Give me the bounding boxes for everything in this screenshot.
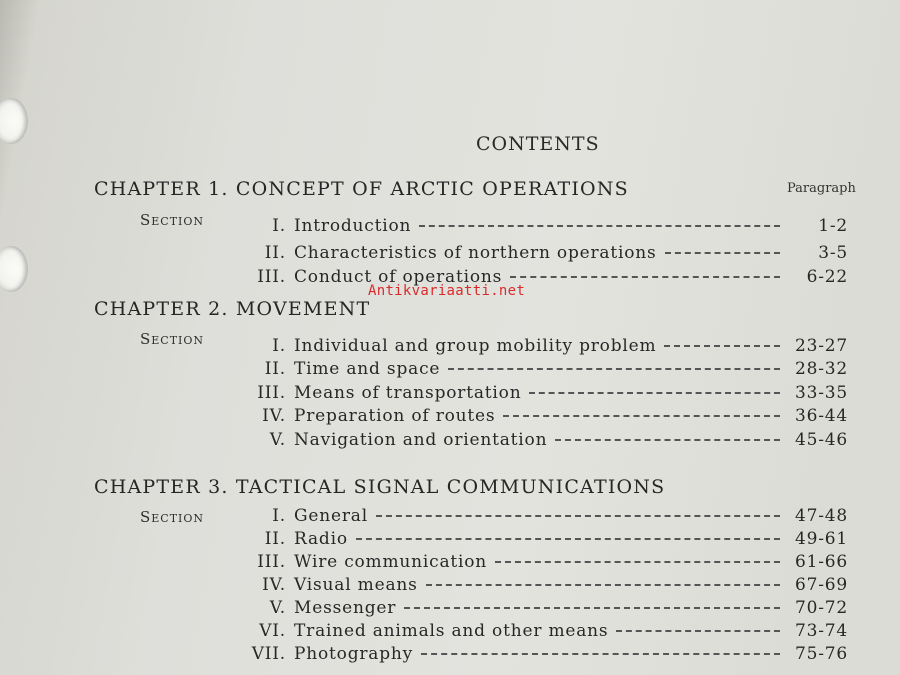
section-title: Radio [294, 529, 348, 549]
section-number: VI. [259, 621, 286, 641]
paragraph-range: 33-35 [794, 383, 848, 403]
section-number: II. [264, 359, 286, 379]
leader-dots [376, 515, 780, 517]
section-number: I. [272, 336, 286, 356]
paragraph-range: 28-32 [794, 359, 848, 379]
section-number: III. [257, 267, 286, 287]
section-title: Navigation and orientation [294, 430, 548, 450]
binder-hole [0, 246, 28, 292]
paragraph-range: 73-74 [794, 621, 848, 641]
section-label: Section [140, 211, 205, 229]
section-label: Section [140, 508, 205, 526]
paragraph-range: 75-76 [794, 644, 848, 664]
paragraph-range: 23-27 [794, 336, 848, 356]
section-title: Characteristics of northern operations [294, 243, 657, 263]
paragraph-column-label: Paragraph [787, 181, 856, 196]
chapter-heading: CHAPTER 1. CONCEPT OF ARCTIC OPERATIONS [94, 178, 629, 200]
section-number: II. [264, 529, 286, 549]
leader-dots [503, 415, 780, 417]
leader-dots [616, 630, 780, 632]
paragraph-range: 1-2 [818, 216, 848, 236]
section-title: Preparation of routes [294, 406, 496, 426]
section-title: Messenger [294, 598, 397, 618]
toc-entry [240, 529, 848, 551]
leader-dots [356, 538, 780, 540]
toc-entry [250, 267, 848, 289]
toc-entry [250, 243, 848, 265]
leader-dots [664, 345, 780, 347]
paragraph-range: 61-66 [794, 552, 848, 572]
binder-hole [0, 98, 28, 144]
paragraph-range: 70-72 [794, 598, 848, 618]
section-number: I. [272, 506, 286, 526]
toc-entry [250, 406, 848, 428]
toc-entry [250, 216, 848, 238]
toc-entry [250, 430, 848, 452]
section-title: Conduct of operations [294, 267, 503, 287]
section-title: Trained animals and other means [294, 621, 609, 641]
leader-dots [665, 252, 780, 254]
section-number: IV. [262, 575, 286, 595]
leader-dots [495, 561, 780, 563]
paragraph-range: 49-61 [794, 529, 848, 549]
paragraph-range: 45-46 [794, 430, 848, 450]
section-number: III. [257, 383, 286, 403]
toc-entry [250, 383, 848, 405]
section-label: Section [140, 330, 205, 348]
contents-title: CONTENTS [476, 133, 600, 155]
toc-entry [240, 552, 848, 574]
leader-dots [421, 653, 780, 655]
watermark-text: Antikvariaatti.net [368, 283, 526, 299]
leader-dots [448, 368, 780, 370]
section-title: Time and space [294, 359, 441, 379]
section-number: I. [272, 216, 286, 236]
toc-entry [240, 644, 848, 666]
toc-entry [240, 621, 848, 643]
leader-dots [555, 439, 780, 441]
chapter-heading: CHAPTER 3. TACTICAL SIGNAL COMMUNICATIONS [94, 476, 666, 498]
paragraph-range: 6-22 [806, 267, 848, 287]
section-number: IV. [262, 406, 286, 426]
paragraph-range: 67-69 [794, 575, 848, 595]
section-number: II. [264, 243, 286, 263]
toc-entry [240, 598, 848, 620]
chapter-heading: CHAPTER 2. MOVEMENT [94, 298, 371, 320]
section-number: III. [257, 552, 286, 572]
section-title: Introduction [294, 216, 412, 236]
toc-entry [240, 506, 848, 528]
leader-dots [404, 607, 780, 609]
section-title: Means of transportation [294, 383, 522, 403]
section-title: Individual and group mobility problem [294, 336, 657, 356]
section-title: Photography [294, 644, 414, 664]
section-title: Visual means [294, 575, 418, 595]
paragraph-range: 47-48 [794, 506, 848, 526]
toc-entry [240, 575, 848, 597]
toc-entry [250, 336, 848, 358]
section-title: Wire communication [294, 552, 488, 572]
section-number: V. [269, 598, 286, 618]
section-number: VII. [251, 644, 286, 664]
section-title: General [294, 506, 368, 526]
section-number: V. [269, 430, 286, 450]
leader-dots [510, 276, 780, 278]
leader-dots [426, 584, 780, 586]
paragraph-range: 36-44 [794, 406, 848, 426]
leader-dots [419, 225, 780, 227]
leader-dots [529, 392, 780, 394]
paragraph-range: 3-5 [818, 243, 848, 263]
toc-entry [250, 359, 848, 381]
